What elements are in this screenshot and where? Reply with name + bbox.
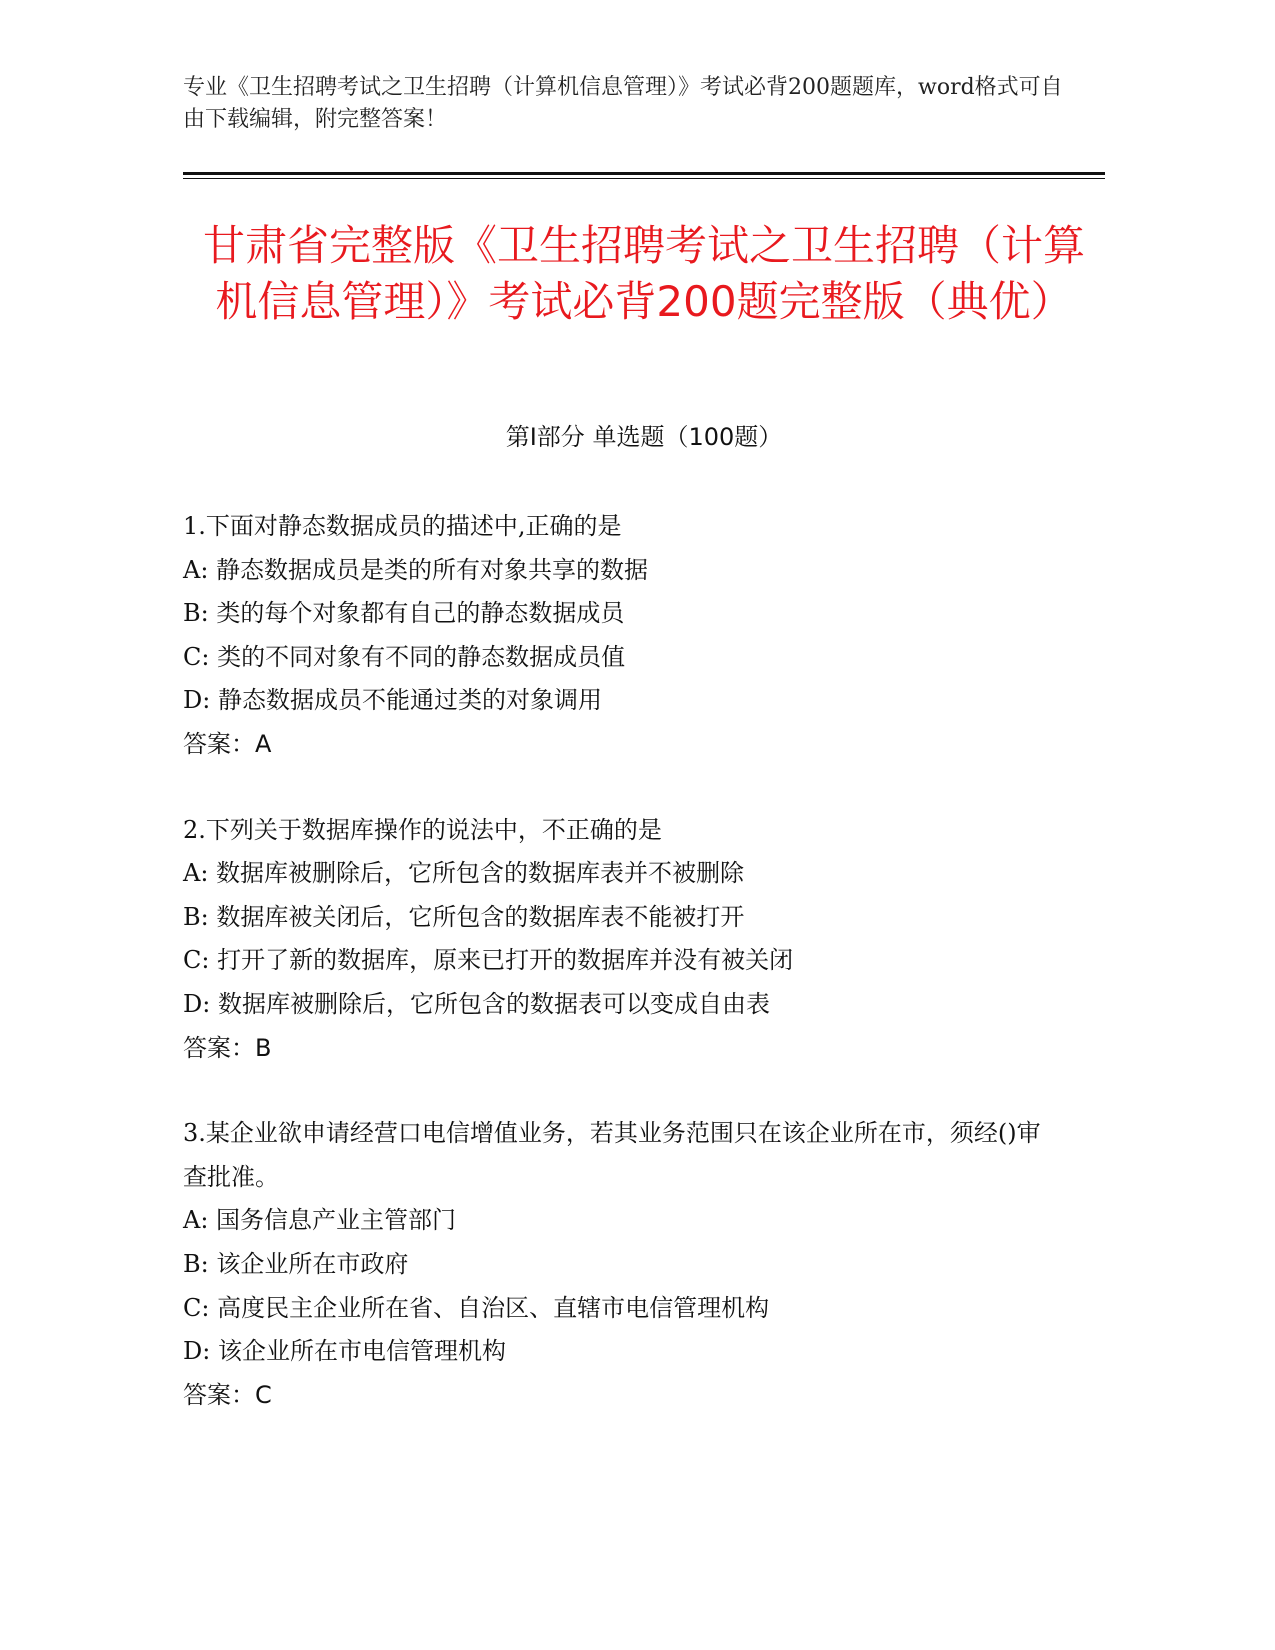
question-2 bbox=[183, 809, 1063, 1071]
option-d: D: 数据库被删除后，它所包含的数据表可以变成自由表 bbox=[183, 989, 770, 1018]
option-d: D: 静态数据成员不能通过类的对象调用 bbox=[183, 686, 602, 715]
header-divider-thin bbox=[183, 178, 1105, 179]
option-b: B: 该企业所在市政府 bbox=[183, 1249, 409, 1278]
option-b: B: 数据库被关闭后，它所包含的数据库表不能被打开 bbox=[183, 902, 745, 931]
option-c: C: 类的不同对象有不同的静态数据成员值 bbox=[183, 642, 626, 671]
question-list bbox=[183, 505, 1063, 1459]
option-b: B: 类的每个对象都有自己的静态数据成员 bbox=[183, 599, 625, 628]
header-divider-thick bbox=[183, 172, 1105, 175]
option-c: C: 打开了新的数据库，原来已打开的数据库并没有被关闭 bbox=[183, 946, 794, 975]
option-c: C: 高度民主企业所在省、自治区、直辖市电信管理机构 bbox=[183, 1293, 770, 1322]
option-a: A: 国务信息产业主管部门 bbox=[183, 1206, 457, 1235]
option-a: A: 静态数据成员是类的所有对象共享的数据 bbox=[183, 555, 649, 584]
question-stem: 2.下列关于数据库操作的说法中，不正确的是 bbox=[183, 815, 662, 844]
question-stem: 3.某企业欲申请经营口电信增值业务，若其业务范围只在该企业所在市，须经()审查批准。 bbox=[183, 1119, 1041, 1191]
option-a: A: 数据库被删除后，它所包含的数据库表并不被删除 bbox=[183, 859, 745, 888]
question-1 bbox=[183, 505, 1063, 767]
answer-label: 答案：B bbox=[183, 1033, 272, 1062]
section-heading: 第Ⅰ部分 单选题（100题） bbox=[505, 423, 783, 451]
option-d: D: 该企业所在市电信管理机构 bbox=[183, 1337, 506, 1366]
answer-label: 答案：C bbox=[183, 1380, 272, 1409]
document-title: 甘肃省完整版《卫生招聘考试之卫生招聘（计算机信息管理）》考试必背200题完整版（典优） bbox=[202, 221, 1085, 326]
question-stem: 1.下面对静态数据成员的描述中,正确的是 bbox=[183, 512, 622, 540]
answer-label: 答案：A bbox=[183, 729, 272, 758]
question-3 bbox=[183, 1112, 1063, 1417]
intro-text: 专业《卫生招聘考试之卫生招聘（计算机信息管理）》考试必背200题题库，word格式可自由下载编辑，附完整答案！ bbox=[183, 75, 1063, 132]
